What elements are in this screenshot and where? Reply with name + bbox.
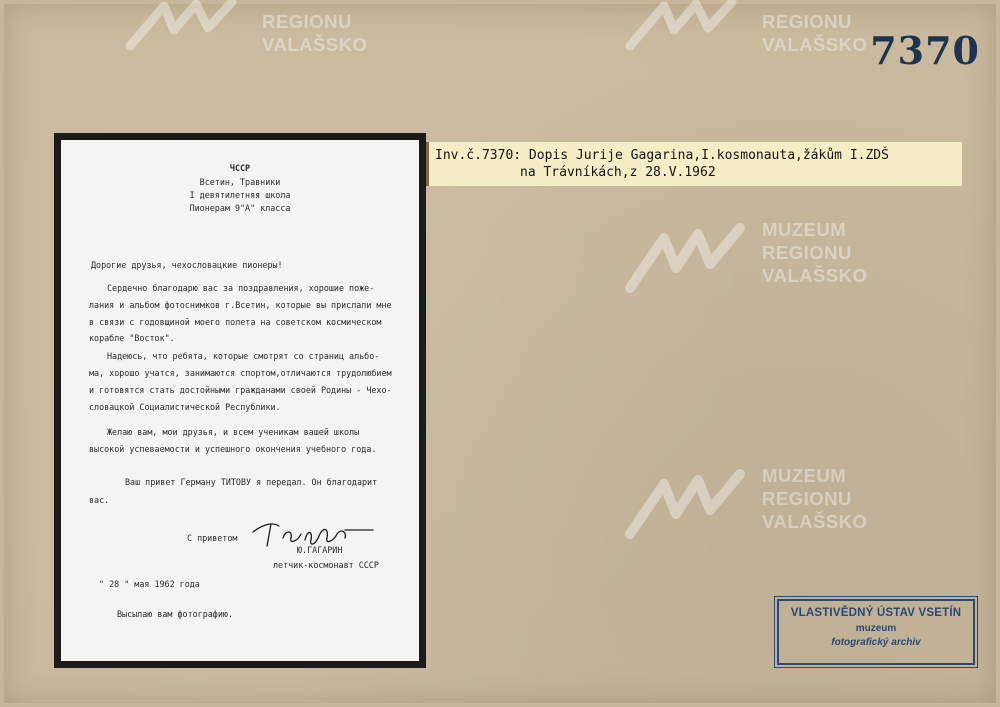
watermark-logo: REGIONU VALAŠSKO [624,0,894,93]
letter-line: Сердечно благодарю вас за поздравления, хорошие поже- [107,283,375,293]
stamp-line3: fotografický archiv [831,637,921,648]
letter-closing: С приветом [187,533,238,543]
watermark-logo: MUZEUM REGIONU VALAŠSKO [624,464,894,559]
letter-date: " 28 " мая 1962 года [99,579,200,589]
inventory-label-line1: Inv.č.7370: Dopis Jurije Gagarina,I.kosmonauta,žákům I.ZDŠ [435,148,889,163]
letter-header-line: Пионерам 9"А" класса [189,203,291,213]
letter-text [61,140,419,661]
inventory-label-line2: na Trávníkách,z 28.V.1962 [520,165,716,180]
letter-line: словацкой Социалистической Республики. [89,402,281,412]
signer-title: летчик-космонавт СССР [273,560,379,570]
letter-header-line: ЧССР [229,163,251,173]
inventory-number: 7370 [870,28,980,73]
signer-name: Ю.ГАГАРИН [297,545,343,555]
letter-line: вас. [89,495,110,505]
letter-line: в связи с годовщиной моего полета на советском космическом [89,317,382,327]
museum-stamp [777,599,975,665]
stamp-line2: muzeum [855,623,897,634]
letter-line: лания и альбом фотоснимков г.Всетин, которые вы прислали мне [89,300,392,310]
watermark-logo: MUZEUM REGIONU VALAŠSKO [624,218,894,313]
watermark-logo: REGIONU VALAŠSKO [124,0,394,93]
letter-line: высокой успеваемости и успешного окончения учебного года. [89,444,377,454]
stamp-line1: VLASTIVĚDNÝ ÚSTAV VSETÍN [790,607,962,619]
inventory-label [426,142,962,186]
letter-line: и готовятся стать достойными гражданами своей Родины - Чехо- [89,385,392,395]
letter-header-line: Всетин, Травники [199,177,281,187]
letter-line: корабле "Восток". [89,333,175,343]
letter-header-line: I девятилетняя школа [189,190,291,200]
letter-line: Надеюсь, что ребята, которые смотрят со страниц альбо- [107,351,380,361]
letter-salutation: Дорогие друзья, чехословацкие пионеры! [91,260,283,270]
letter-line: Ваш привет Герману ТИТОВУ я передал. Он благодарит [125,477,378,487]
letter-line: ма, хорошо учатся, занимаются спортом,отличаются трудолюбием [89,368,392,378]
letter-postscript: Высылаю вам фотографию. [117,609,233,619]
letter-line: Желаю вам, мои друзья, и всем ученикам вашей школы [107,427,360,437]
